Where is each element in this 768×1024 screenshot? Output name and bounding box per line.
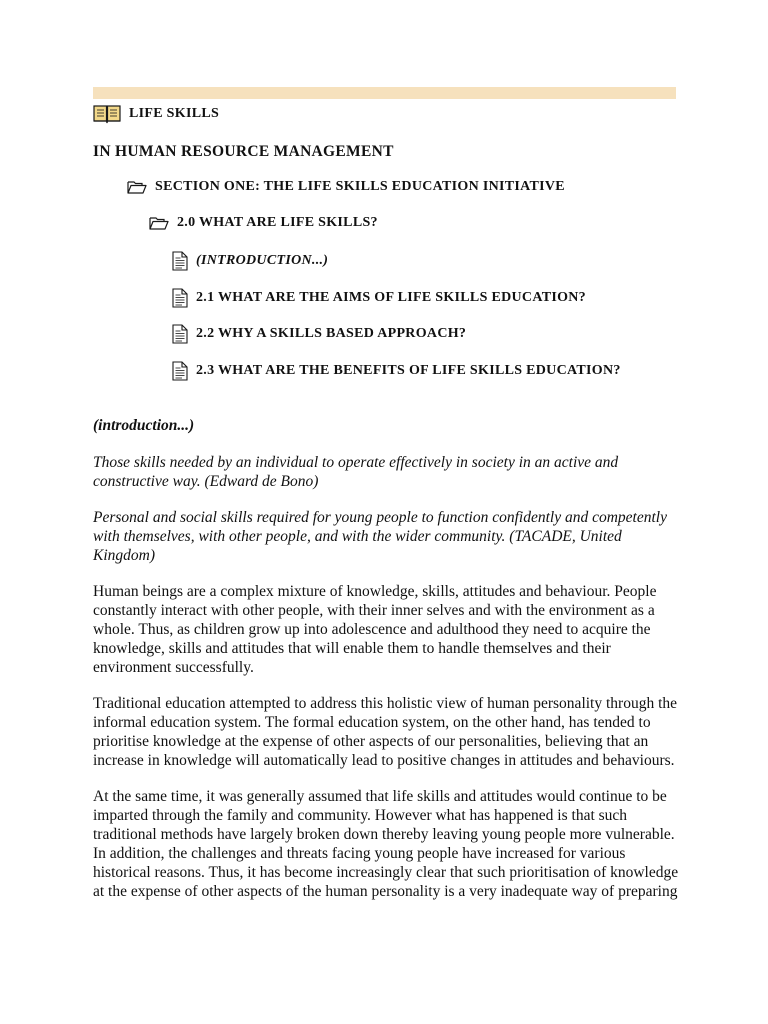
toc-title: LIFE SKILLS: [129, 106, 220, 121]
intro-heading: (introduction...): [93, 417, 195, 434]
toc-chapter-label: 2.0 WHAT ARE LIFE SKILLS?: [177, 215, 378, 230]
paragraph: Traditional education attempted to address this holistic view of human personality through the informal education system. The formal education system, on the other hand, has tended to prioritise knowledge at the expense of other aspects of our personalities, believing that an increase in knowledge will automatically lead to positive changes in attitudes and behaviours.: [93, 695, 678, 769]
document-icon: [172, 251, 188, 271]
quote-de-bono: Those skills needed by an individual to operate effectively in society in an active and constructive way. (Edward de Bono): [93, 454, 619, 490]
toc-item[interactable]: [172, 288, 586, 308]
toc-item-label: (INTRODUCTION...): [196, 253, 329, 268]
folder-icon: [149, 216, 169, 230]
quote-tacade: Personal and social skills required for young people to function confidently and competently with themselves, with other people, and with the wider community. (TACADE, United Kingdom): [93, 509, 667, 564]
toc-section[interactable]: [127, 179, 565, 195]
document-icon: [172, 361, 188, 381]
toc-item[interactable]: [172, 361, 621, 381]
document-icon: [172, 324, 188, 344]
document-icon: [172, 288, 188, 308]
book-icon: [93, 104, 121, 124]
paragraph: At the same time, it was generally assumed that life skills and attitudes would continue to be imparted through the family and community. However what has happened is that such traditional methods have largely broken down thereby leaving young people more vulnerable. In addition, the challenges and threats facing young people have increased for various historical reasons. Thus, it has become increasingly clear that such prioritisation of knowledge at the expense of other aspects of the human personality is a very inadequate way of preparing: [93, 788, 679, 900]
toc-chapter[interactable]: [149, 215, 378, 231]
toc-item-label: 2.2 WHY A SKILLS BASED APPROACH?: [196, 326, 467, 341]
toc-item-label: 2.1 WHAT ARE THE AIMS OF LIFE SKILLS EDUCATION?: [196, 290, 586, 305]
toc-subtitle: IN HUMAN RESOURCE MANAGEMENT: [93, 143, 394, 160]
toc-section-label: SECTION ONE: THE LIFE SKILLS EDUCATION INITIATIVE: [155, 179, 565, 194]
toc-item[interactable]: [172, 251, 328, 271]
paragraph: Human beings are a complex mixture of knowledge, skills, attitudes and behaviour. People constantly interact with other people, with their inner selves and with the environment as a whole. Thus, as children grow up into adolescence and adulthood they need to acquire the knowledge, skills and attitudes that will enable them to handle themselves and their environment successfully.: [93, 583, 657, 676]
document-body: [93, 416, 683, 918]
toc-item-label: 2.3 WHAT ARE THE BENEFITS OF LIFE SKILLS EDUCATION?: [196, 363, 621, 378]
toc-item[interactable]: [172, 324, 466, 344]
header-bar: [93, 87, 676, 99]
folder-icon: [127, 180, 147, 194]
toc-title-row[interactable]: [93, 104, 219, 124]
